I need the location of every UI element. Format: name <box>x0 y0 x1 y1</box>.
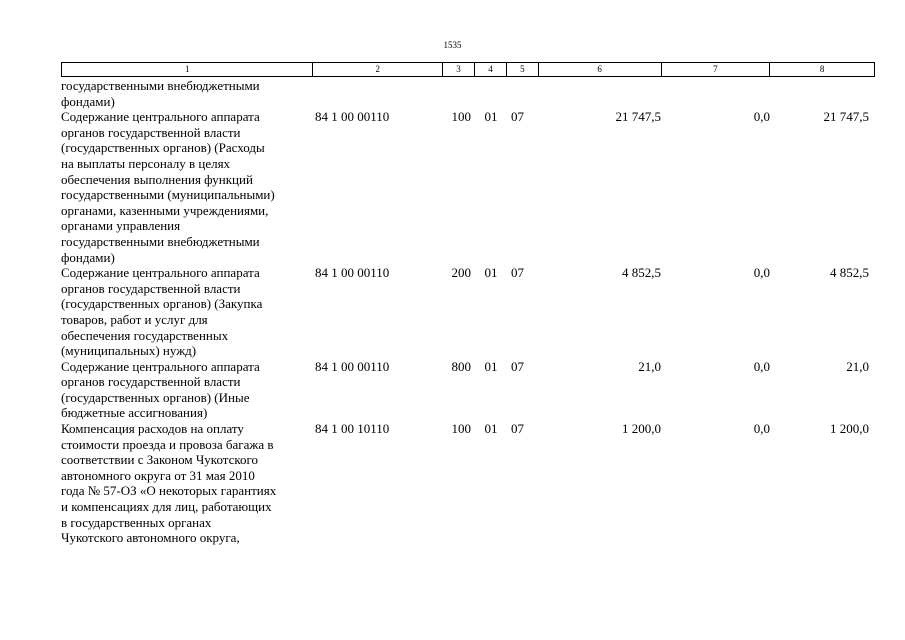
cell-name-line: Компенсация расходов на оплату <box>61 421 244 437</box>
cell-col-6: 4 852,5 <box>622 265 661 281</box>
cell-col-4: 01 <box>484 265 498 281</box>
table-row <box>61 78 875 109</box>
cell-col-8: 21,0 <box>846 358 869 374</box>
cell-col-7: 0,0 <box>753 358 770 374</box>
cell-name-line: государственными внебюджетными <box>61 233 260 249</box>
cell-col-5 <box>507 78 539 109</box>
cell-col-6: 1 200,0 <box>622 421 661 437</box>
cell-col-7: 0,0 <box>753 265 770 281</box>
cell-name-line: Содержание центрального аппарата <box>61 109 260 125</box>
cell-col-6: 21,0 <box>638 358 661 374</box>
cell-col-5: 07 <box>511 109 524 125</box>
cell-name-line: и компенсациях для лиц, работающих <box>61 499 272 515</box>
cell-name-line: обеспечения государственных <box>61 327 229 343</box>
cell-code: 84 1 00 00110 <box>315 109 390 125</box>
cell-col-3: 800 <box>451 358 471 374</box>
cell-name <box>61 109 313 265</box>
cell-col-6: 21 747,5 <box>615 109 661 125</box>
cell-col-5: 07 <box>511 421 524 437</box>
page-number: 1535 <box>443 40 462 50</box>
cell-col-3: 200 <box>451 265 471 281</box>
cell-name-line: обеспечения выполнения функций <box>61 171 253 187</box>
cell-name <box>61 421 313 546</box>
header-col-7: 7 <box>662 63 771 76</box>
cell-name-line: государственными (муниципальными) <box>61 187 275 203</box>
cell-name-line: в государственных органах <box>61 514 212 530</box>
cell-col-8: 21 747,5 <box>823 109 869 125</box>
table-row <box>61 421 875 546</box>
table-row <box>61 109 875 265</box>
cell-col-3 <box>443 78 475 109</box>
cell-name-line: бюджетные ассигнования) <box>61 405 208 421</box>
header-col-3: 3 <box>443 63 475 76</box>
cell-name-line: (государственных органов) (Закупка <box>61 296 263 312</box>
cell-name-line: товаров, работ и услуг для <box>61 311 208 327</box>
cell-col-8 <box>771 78 875 109</box>
header-col-6: 6 <box>539 63 662 76</box>
header-col-2: 2 <box>313 63 443 76</box>
cell-col-7: 0,0 <box>753 421 770 437</box>
cell-name-line: Содержание центрального аппарата <box>61 358 260 374</box>
cell-col-7 <box>662 78 771 109</box>
cell-name-line: года № 57-ОЗ «О некоторых гарантиях <box>61 483 277 499</box>
table-body <box>61 78 875 546</box>
cell-col-4 <box>475 78 507 109</box>
cell-name-line: (муниципальных) нужд) <box>61 343 197 359</box>
cell-col-4: 01 <box>484 358 498 374</box>
cell-name-line: на выплаты персоналу в целях <box>61 155 231 171</box>
cell-name-line: органов государственной власти <box>61 280 241 296</box>
header-col-4: 4 <box>475 63 507 76</box>
cell-col-8: 1 200,0 <box>830 421 869 437</box>
cell-name-line: органами, казенными учреждениями, <box>61 202 269 218</box>
cell-name-line: автономного округа от 31 мая 2010 <box>61 467 255 483</box>
cell-name-line: фондами) <box>61 93 115 109</box>
cell-name-line: соответствии с Законом Чукотского <box>61 452 259 468</box>
cell-col-3: 100 <box>451 109 471 125</box>
header-col-1: 1 <box>62 63 313 76</box>
cell-code: 84 1 00 00110 <box>315 265 390 281</box>
cell-name-line: Содержание центрального аппарата <box>61 265 260 281</box>
cell-col-5: 07 <box>511 358 524 374</box>
header-col-5: 5 <box>507 63 539 76</box>
cell-col-4: 01 <box>484 421 498 437</box>
cell-name <box>61 265 313 359</box>
cell-col-4: 01 <box>484 109 498 125</box>
cell-name-line: фондами) <box>61 249 115 265</box>
cell-name-line: (государственных органов) (Расходы <box>61 140 265 156</box>
cell-name-line: стоимости проезда и провоза багажа в <box>61 436 274 452</box>
cell-name-line: Чукотского автономного округа, <box>61 530 240 546</box>
cell-code <box>313 78 443 109</box>
cell-name-line: органов государственной власти <box>61 124 241 140</box>
cell-col-6 <box>539 78 662 109</box>
cell-col-5: 07 <box>511 265 524 281</box>
cell-name <box>61 78 313 109</box>
cell-code: 84 1 00 10110 <box>315 421 390 437</box>
cell-name-line: органов государственной власти <box>61 374 241 390</box>
cell-name <box>61 359 313 421</box>
cell-col-7: 0,0 <box>753 109 770 125</box>
table-header <box>61 62 875 77</box>
cell-name-line: государственными внебюджетными <box>61 78 260 93</box>
cell-name-line: органами управления <box>61 218 181 234</box>
header-col-8: 8 <box>819 64 825 74</box>
table-row <box>61 359 875 421</box>
table-row <box>61 265 875 359</box>
cell-code: 84 1 00 00110 <box>315 358 390 374</box>
cell-col-8: 4 852,5 <box>830 265 869 281</box>
cell-col-3: 100 <box>451 421 471 437</box>
cell-name-line: (государственных органов) (Иные <box>61 389 250 405</box>
